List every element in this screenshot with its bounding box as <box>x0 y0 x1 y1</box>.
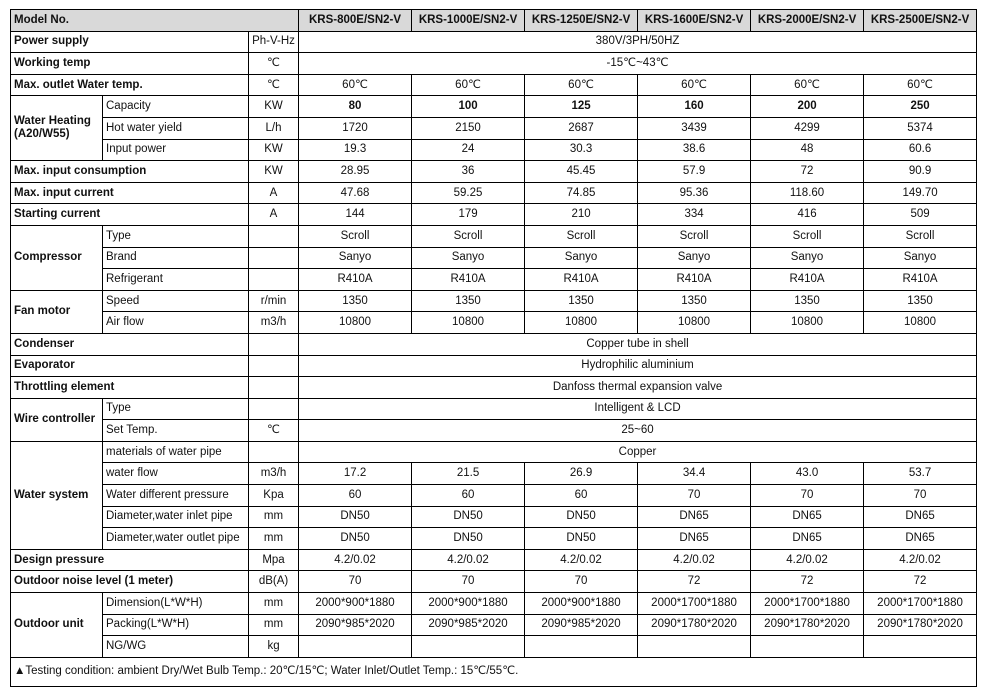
row-sub-label: Brand <box>103 247 249 269</box>
value-cell: Scroll <box>751 225 864 247</box>
row-group-label: Max. outlet Water temp. <box>11 74 249 96</box>
model-header: KRS-1250E/SN2-V <box>525 10 638 32</box>
value-cell: 70 <box>412 571 525 593</box>
value-cell: 57.9 <box>638 161 751 183</box>
value-cell: DN65 <box>864 528 977 550</box>
model-header: KRS-1000E/SN2-V <box>412 10 525 32</box>
value-cell: 72 <box>864 571 977 593</box>
table-row <box>11 549 977 571</box>
value-cell: 60℃ <box>751 74 864 96</box>
value-cell: 416 <box>751 204 864 226</box>
value-cell: DN65 <box>864 506 977 528</box>
value-cell: 160 <box>638 96 751 118</box>
row-sub-label: Speed <box>103 290 249 312</box>
unit-cell: m3/h <box>249 463 299 485</box>
value-cell: 60 <box>412 485 525 507</box>
unit-cell: mm <box>249 506 299 528</box>
row-group-label: Throttling element <box>11 377 249 399</box>
row-sub-label: Dimension(L*W*H) <box>103 593 249 615</box>
value-cell-span: Hydrophilic aluminium <box>299 355 977 377</box>
value-cell <box>864 636 977 658</box>
table-row <box>11 225 977 247</box>
value-cell: R410A <box>751 269 864 291</box>
value-cell <box>638 636 751 658</box>
value-cell: DN50 <box>525 528 638 550</box>
note-row <box>11 657 977 686</box>
unit-cell: mm <box>249 528 299 550</box>
value-cell: 21.5 <box>412 463 525 485</box>
value-cell: 2090*1780*2020 <box>638 614 751 636</box>
unit-cell <box>249 269 299 291</box>
table-row <box>11 53 977 75</box>
value-cell: 90.9 <box>864 161 977 183</box>
value-cell: 118.60 <box>751 182 864 204</box>
value-cell: DN50 <box>412 528 525 550</box>
value-cell: 1350 <box>751 290 864 312</box>
model-header: KRS-2500E/SN2-V <box>864 10 977 32</box>
value-cell: 17.2 <box>299 463 412 485</box>
value-cell: 1720 <box>299 117 412 139</box>
row-sub-label: Hot water yield <box>103 117 249 139</box>
table-row <box>11 204 977 226</box>
row-sub-label: Diameter,water outlet pipe <box>103 528 249 550</box>
value-cell: 70 <box>525 571 638 593</box>
value-cell: 2000*1700*1880 <box>864 593 977 615</box>
row-group-label: Condenser <box>11 333 249 355</box>
value-cell: 80 <box>299 96 412 118</box>
value-cell: 179 <box>412 204 525 226</box>
row-group-label: Water Heating (A20/W55) <box>11 96 103 161</box>
value-cell: 72 <box>751 161 864 183</box>
value-cell: 70 <box>638 485 751 507</box>
unit-cell: r/min <box>249 290 299 312</box>
value-cell: 10800 <box>638 312 751 334</box>
value-cell: 509 <box>864 204 977 226</box>
value-cell: DN50 <box>412 506 525 528</box>
unit-cell <box>249 398 299 420</box>
table-row <box>11 290 977 312</box>
value-cell: 2090*985*2020 <box>412 614 525 636</box>
unit-cell: m3/h <box>249 312 299 334</box>
value-cell: 3439 <box>638 117 751 139</box>
table-row <box>11 528 977 550</box>
value-cell-span: Copper tube in shell <box>299 333 977 355</box>
value-cell: 4.2/0.02 <box>412 549 525 571</box>
value-cell: 48 <box>751 139 864 161</box>
table-row <box>11 182 977 204</box>
value-cell: 1350 <box>299 290 412 312</box>
table-row <box>11 139 977 161</box>
value-cell: Scroll <box>638 225 751 247</box>
value-cell: 74.85 <box>525 182 638 204</box>
row-sub-label: Refrigerant <box>103 269 249 291</box>
row-sub-label: Diameter,water inlet pipe <box>103 506 249 528</box>
value-cell: 59.25 <box>412 182 525 204</box>
value-cell: 60 <box>299 485 412 507</box>
table-row <box>11 441 977 463</box>
value-cell: 34.4 <box>638 463 751 485</box>
value-cell: 36 <box>412 161 525 183</box>
value-cell: 60℃ <box>412 74 525 96</box>
unit-cell <box>249 333 299 355</box>
value-cell: 2150 <box>412 117 525 139</box>
value-cell: 1350 <box>638 290 751 312</box>
value-cell: 60℃ <box>864 74 977 96</box>
unit-cell: Kpa <box>249 485 299 507</box>
row-group-label: Design pressure <box>11 549 249 571</box>
value-cell: 149.70 <box>864 182 977 204</box>
value-cell <box>751 636 864 658</box>
value-cell-span: 25~60 <box>299 420 977 442</box>
row-sub-label: Air flow <box>103 312 249 334</box>
value-cell: Scroll <box>412 225 525 247</box>
value-cell: 2090*1780*2020 <box>864 614 977 636</box>
value-cell: 1350 <box>412 290 525 312</box>
table-row <box>11 636 977 658</box>
value-cell: Sanyo <box>751 247 864 269</box>
value-cell: 10800 <box>299 312 412 334</box>
value-cell: 30.3 <box>525 139 638 161</box>
value-cell: 100 <box>412 96 525 118</box>
value-cell: 38.6 <box>638 139 751 161</box>
value-cell: DN50 <box>299 506 412 528</box>
value-cell: 43.0 <box>751 463 864 485</box>
value-cell: R410A <box>299 269 412 291</box>
value-cell: 210 <box>525 204 638 226</box>
testing-condition-note: ▲Testing condition: ambient Dry/Wet Bulb Temp.: 20℃/15℃; Water Inlet/Outlet Temp.: 15℃/55℃. <box>11 657 977 686</box>
value-cell: 60.6 <box>864 139 977 161</box>
table-row <box>11 506 977 528</box>
value-cell: DN65 <box>638 506 751 528</box>
value-cell: Sanyo <box>864 247 977 269</box>
value-cell: 95.36 <box>638 182 751 204</box>
unit-cell <box>249 355 299 377</box>
row-sub-label: Capacity <box>103 96 249 118</box>
value-cell <box>299 636 412 658</box>
value-cell: 2687 <box>525 117 638 139</box>
value-cell: 250 <box>864 96 977 118</box>
row-group-label: Fan motor <box>11 290 103 333</box>
value-cell: 24 <box>412 139 525 161</box>
value-cell: 2000*900*1880 <box>299 593 412 615</box>
row-group-label: Power supply <box>11 31 249 53</box>
value-cell: 4.2/0.02 <box>864 549 977 571</box>
row-group-label: Evaporator <box>11 355 249 377</box>
unit-cell: KW <box>249 96 299 118</box>
value-cell: 2090*1780*2020 <box>751 614 864 636</box>
value-cell: 19.3 <box>299 139 412 161</box>
value-cell: 125 <box>525 96 638 118</box>
table-row <box>11 74 977 96</box>
table-row <box>11 571 977 593</box>
value-cell: 4.2/0.02 <box>299 549 412 571</box>
value-cell: 70 <box>864 485 977 507</box>
value-cell: DN65 <box>751 506 864 528</box>
value-cell-span: Danfoss thermal expansion valve <box>299 377 977 399</box>
table-row <box>11 398 977 420</box>
value-cell: 28.95 <box>299 161 412 183</box>
unit-cell: mm <box>249 593 299 615</box>
value-cell: 45.45 <box>525 161 638 183</box>
value-cell: R410A <box>412 269 525 291</box>
unit-cell <box>249 377 299 399</box>
row-sub-label: Type <box>103 225 249 247</box>
value-cell: 5374 <box>864 117 977 139</box>
unit-cell: Mpa <box>249 549 299 571</box>
value-cell-span: -15℃~43℃ <box>299 53 977 75</box>
value-cell: 2000*1700*1880 <box>638 593 751 615</box>
value-cell: 72 <box>638 571 751 593</box>
value-cell: Sanyo <box>299 247 412 269</box>
header-row <box>11 10 977 32</box>
value-cell: 70 <box>751 485 864 507</box>
value-cell: R410A <box>864 269 977 291</box>
unit-cell: A <box>249 204 299 226</box>
value-cell: Scroll <box>864 225 977 247</box>
value-cell: 26.9 <box>525 463 638 485</box>
row-sub-label: Set Temp. <box>103 420 249 442</box>
value-cell: 2000*900*1880 <box>412 593 525 615</box>
row-sub-label: materials of water pipe <box>103 441 249 463</box>
value-cell: 70 <box>299 571 412 593</box>
value-cell: Sanyo <box>525 247 638 269</box>
value-cell: 10800 <box>525 312 638 334</box>
value-cell: Sanyo <box>638 247 751 269</box>
table-row <box>11 333 977 355</box>
value-cell: 60℃ <box>299 74 412 96</box>
unit-cell: mm <box>249 614 299 636</box>
value-cell: DN65 <box>638 528 751 550</box>
value-cell: 4299 <box>751 117 864 139</box>
value-cell: 1350 <box>525 290 638 312</box>
unit-cell: KW <box>249 139 299 161</box>
value-cell <box>412 636 525 658</box>
table-row <box>11 614 977 636</box>
table-row <box>11 161 977 183</box>
model-header: KRS-2000E/SN2-V <box>751 10 864 32</box>
value-cell: DN50 <box>299 528 412 550</box>
table-row <box>11 377 977 399</box>
row-group-label: Wire controller <box>11 398 103 441</box>
value-cell: R410A <box>638 269 751 291</box>
value-cell: 4.2/0.02 <box>751 549 864 571</box>
row-sub-label: Type <box>103 398 249 420</box>
unit-cell <box>249 441 299 463</box>
value-cell: 2090*985*2020 <box>299 614 412 636</box>
row-group-label: Max. input consumption <box>11 161 249 183</box>
value-cell: 2000*900*1880 <box>525 593 638 615</box>
unit-cell: dB(A) <box>249 571 299 593</box>
spec-table <box>10 9 977 687</box>
value-cell: 60 <box>525 485 638 507</box>
value-cell: 10800 <box>864 312 977 334</box>
value-cell-span: 380V/3PH/50HZ <box>299 31 977 53</box>
model-header: KRS-1600E/SN2-V <box>638 10 751 32</box>
value-cell: DN65 <box>751 528 864 550</box>
table-row <box>11 355 977 377</box>
table-row <box>11 420 977 442</box>
value-cell: 72 <box>751 571 864 593</box>
table-row <box>11 312 977 334</box>
value-cell: 53.7 <box>864 463 977 485</box>
value-cell <box>525 636 638 658</box>
row-sub-label: Input power <box>103 139 249 161</box>
value-cell: 2000*1700*1880 <box>751 593 864 615</box>
value-cell: 2090*985*2020 <box>525 614 638 636</box>
row-group-label: Working temp <box>11 53 249 75</box>
header-label: Model No. <box>11 10 299 32</box>
row-group-label: Compressor <box>11 225 103 290</box>
value-cell: 60℃ <box>638 74 751 96</box>
value-cell: 334 <box>638 204 751 226</box>
table-row <box>11 463 977 485</box>
model-header: KRS-800E/SN2-V <box>299 10 412 32</box>
value-cell: Sanyo <box>412 247 525 269</box>
row-sub-label: water flow <box>103 463 249 485</box>
value-cell: R410A <box>525 269 638 291</box>
table-row <box>11 485 977 507</box>
unit-cell: KW <box>249 161 299 183</box>
value-cell: 10800 <box>412 312 525 334</box>
unit-cell <box>249 247 299 269</box>
unit-cell <box>249 225 299 247</box>
value-cell: 4.2/0.02 <box>638 549 751 571</box>
table-row <box>11 96 977 118</box>
unit-cell: kg <box>249 636 299 658</box>
unit-cell: Ph-V-Hz <box>249 31 299 53</box>
row-group-label: Outdoor unit <box>11 593 103 658</box>
table-row <box>11 247 977 269</box>
value-cell: 47.68 <box>299 182 412 204</box>
row-sub-label: Packing(L*W*H) <box>103 614 249 636</box>
value-cell-span: Copper <box>299 441 977 463</box>
value-cell: 60℃ <box>525 74 638 96</box>
table-row <box>11 269 977 291</box>
row-sub-label: NG/WG <box>103 636 249 658</box>
table-row <box>11 117 977 139</box>
table-row <box>11 31 977 53</box>
unit-cell: L/h <box>249 117 299 139</box>
unit-cell: ℃ <box>249 420 299 442</box>
row-group-label: Water system <box>11 441 103 549</box>
row-sub-label: Water different pressure <box>103 485 249 507</box>
value-cell: 1350 <box>864 290 977 312</box>
table-row <box>11 593 977 615</box>
value-cell: Scroll <box>299 225 412 247</box>
row-group-label: Max. input current <box>11 182 249 204</box>
row-group-label: Starting current <box>11 204 249 226</box>
value-cell-span: Intelligent & LCD <box>299 398 977 420</box>
value-cell: 4.2/0.02 <box>525 549 638 571</box>
unit-cell: ℃ <box>249 74 299 96</box>
unit-cell: A <box>249 182 299 204</box>
value-cell: 200 <box>751 96 864 118</box>
value-cell: Scroll <box>525 225 638 247</box>
value-cell: 10800 <box>751 312 864 334</box>
row-group-label: Outdoor noise level (1 meter) <box>11 571 249 593</box>
value-cell: 144 <box>299 204 412 226</box>
unit-cell: ℃ <box>249 53 299 75</box>
value-cell: DN50 <box>525 506 638 528</box>
